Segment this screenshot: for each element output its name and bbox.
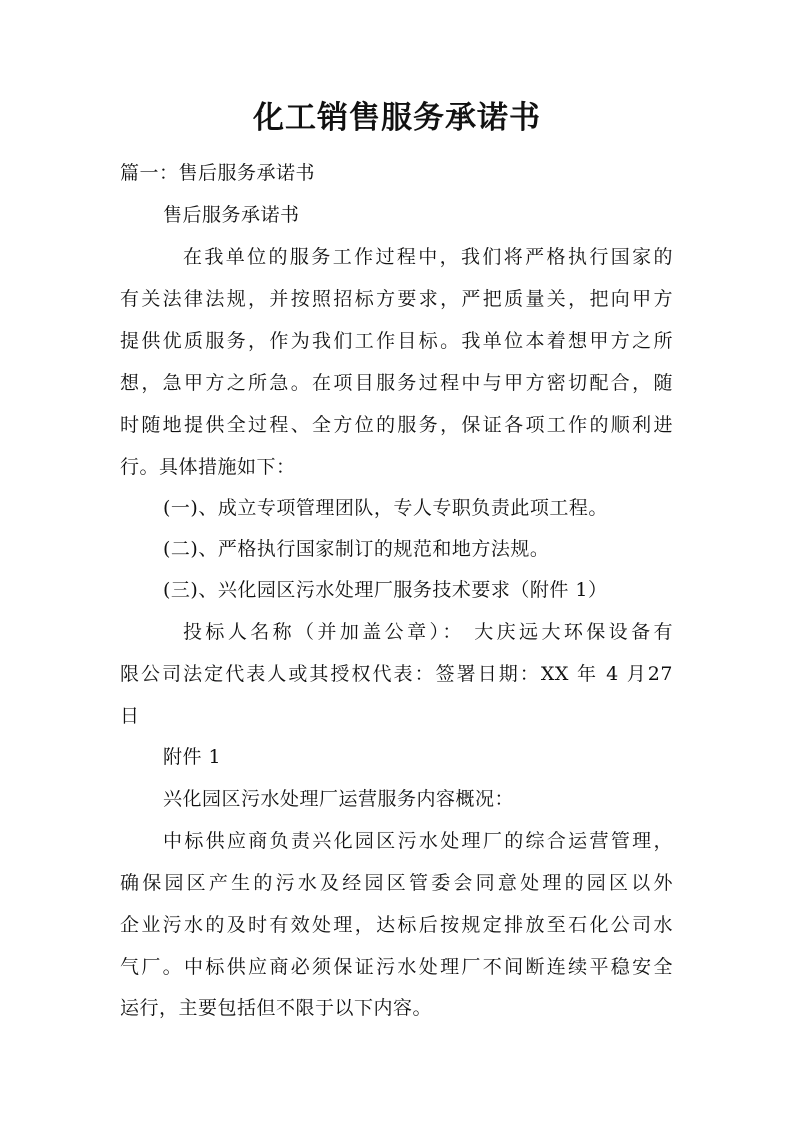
paragraph-line: 气厂。中标供应商必须保证污水处理厂不间断连续平稳安全	[120, 956, 673, 978]
section-heading: 篇一：售后服务承诺书	[120, 162, 316, 184]
bidder-line: 投标人名称（并加盖公章）： 大庆远大环保设备有	[183, 621, 673, 643]
paragraph-line: 中标供应商负责兴化园区污水处理厂的综合运营管理，	[163, 830, 673, 852]
paragraph-line: 确保园区产生的污水及经园区管委会同意处理的园区以外	[120, 872, 673, 894]
paragraph-line: 企业污水的及时有效处理，达标后按规定排放至石化公司水	[120, 914, 673, 936]
list-item: (三)、兴化园区污水处理厂服务技术要求（附件 1）	[163, 579, 608, 601]
paragraph-line: 提供优质服务，作为我们工作目标。我单位本着想甲方之所	[120, 330, 673, 352]
paragraph-line: 运行，主要包括但不限于以下内容。	[120, 997, 433, 1019]
paragraph-line: 时随地提供全过程、全方位的服务，保证各项工作的顺利进	[120, 414, 673, 436]
attachment-subheading: 兴化园区污水处理厂运营服务内容概况：	[163, 788, 515, 810]
paragraph-line: 在我单位的服务工作过程中，我们将严格执行国家的	[183, 246, 673, 268]
signature-line: 限公司法定代表人或其授权代表：签署日期：XX 年 4 月27	[120, 663, 673, 685]
list-item: (二)、严格执行国家制订的规范和地方法规。	[163, 538, 550, 560]
paragraph-line: 有关法律法规，并按照招标方要求，严把质量关，把向甲方	[120, 288, 673, 310]
signature-line: 日	[120, 705, 140, 727]
subheading: 售后服务承诺书	[163, 204, 300, 226]
paragraph-line: 行。具体措施如下：	[120, 456, 296, 478]
list-item: (一)、成立专项管理团队，专人专职负责此项工程。	[163, 497, 608, 519]
document-title: 化工销售服务承诺书	[253, 100, 541, 136]
attachment-heading: 附件 1	[163, 746, 222, 768]
paragraph-line: 想，急甲方之所急。在项目服务过程中与甲方密切配合，随	[120, 372, 673, 394]
